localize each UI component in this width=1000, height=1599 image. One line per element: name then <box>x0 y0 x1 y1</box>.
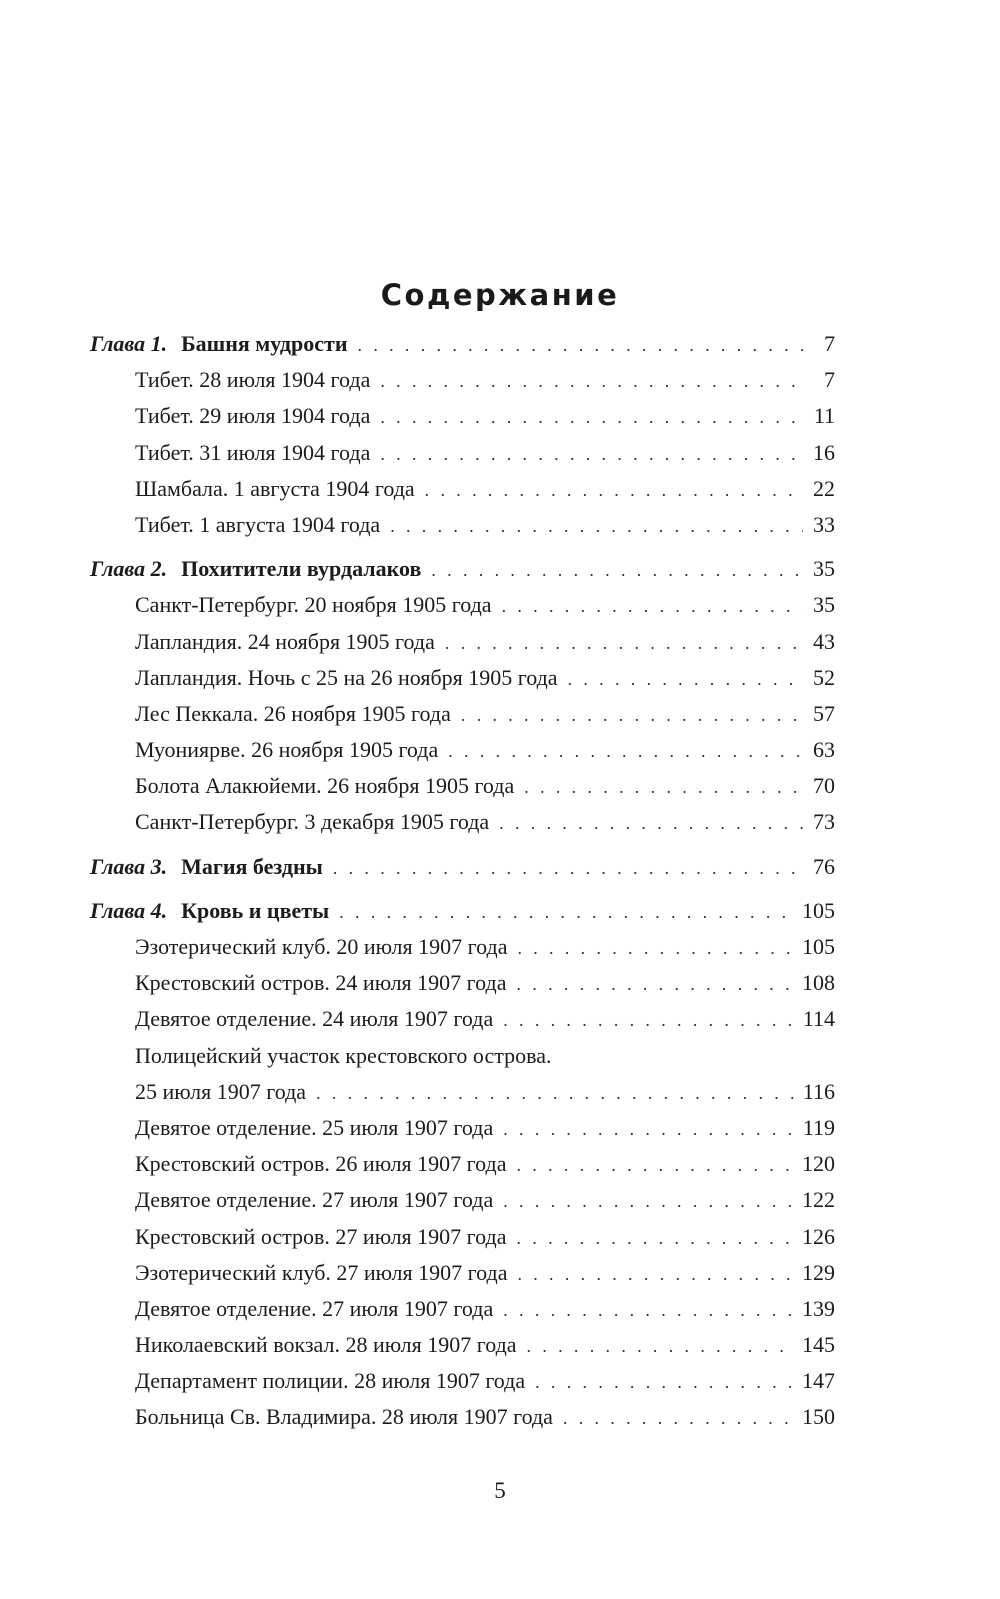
page-reference: 120 <box>802 1151 835 1177</box>
toc-section-row <box>90 768 835 804</box>
dot-leader <box>380 399 803 435</box>
section-title: 25 июля 1907 года <box>135 1078 307 1104</box>
section-title: Больница Св. Владимира. 28 июля 1907 года <box>135 1404 553 1430</box>
toc-section-row <box>90 435 835 471</box>
page-reference: 126 <box>802 1223 835 1249</box>
toc-section-row <box>90 660 835 696</box>
toc-section-row <box>90 507 835 543</box>
section-title: Тибет. 1 августа 1904 года <box>135 511 381 537</box>
section-title: Санкт-Петербург. 20 ноября 1905 года <box>135 592 492 618</box>
page-reference: 57 <box>813 700 835 726</box>
dot-leader <box>503 1292 794 1328</box>
chapter-label: Глава 1. <box>90 331 168 356</box>
toc-section-line <box>90 1038 835 1074</box>
section-title: Лапландия. 24 ноября 1905 года <box>135 628 435 654</box>
dot-leader <box>516 1147 794 1183</box>
toc-section-row <box>90 362 835 398</box>
toc-chapter-row <box>90 326 835 362</box>
page-reference: 7 <box>824 331 835 356</box>
dot-leader <box>358 327 803 363</box>
dot-leader <box>517 1256 794 1292</box>
chapter-label: Глава 4. <box>90 897 168 923</box>
section-title: Крестовский остров. 27 июля 1907 года <box>135 1223 507 1249</box>
page-reference: 147 <box>802 1368 835 1394</box>
section-title: Крестовский остров. 26 июля 1907 года <box>135 1151 507 1177</box>
dot-leader <box>524 769 803 805</box>
page-reference: 35 <box>813 556 835 582</box>
dot-leader <box>390 508 803 544</box>
chapter-title: Похитители вурдалаков <box>181 556 422 582</box>
dot-leader <box>445 625 803 661</box>
dot-leader <box>517 930 794 966</box>
section-title: Департамент полиции. 28 июля 1907 года <box>135 1368 526 1394</box>
page-reference: 43 <box>813 628 835 654</box>
chapter-title: Башня мудрости <box>181 331 348 356</box>
toc-chapter-row <box>90 849 835 885</box>
dot-leader <box>502 588 803 624</box>
toc-section-row <box>90 471 835 507</box>
dot-leader <box>563 1400 794 1436</box>
chapter-title: Кровь и цветы <box>181 897 330 923</box>
toc-section-row <box>90 1291 835 1327</box>
section-title: Шамбала. 1 августа 1904 года <box>135 475 415 501</box>
toc-section-row <box>90 1399 835 1435</box>
page-reference: 70 <box>813 773 835 799</box>
section-title: Девятое отделение. 24 июля 1907 года <box>135 1006 494 1032</box>
dot-leader <box>527 1328 794 1364</box>
page-reference: 150 <box>802 1404 835 1430</box>
toc-section-row <box>90 1327 835 1363</box>
section-title: Эзотерический клуб. 27 июля 1907 года <box>135 1259 508 1285</box>
page-reference: 7 <box>824 367 835 393</box>
page-reference: 114 <box>802 1006 835 1032</box>
toc-section-row <box>90 1363 835 1399</box>
page-reference: 33 <box>813 511 835 537</box>
toc-section-row <box>90 1146 835 1182</box>
page-reference: 105 <box>802 934 835 959</box>
toc-section-row <box>90 1182 835 1218</box>
section-title: Лес Пеккала. 26 ноября 1905 года <box>135 700 451 726</box>
page-reference: 108 <box>802 970 835 996</box>
toc-section-row <box>90 696 835 732</box>
page-reference: 139 <box>802 1295 835 1321</box>
toc-section-row <box>90 732 835 768</box>
dot-leader <box>425 472 803 508</box>
dot-leader <box>448 733 803 769</box>
page-reference: 35 <box>813 592 835 618</box>
section-title: Лапландия. Ночь с 25 на 26 ноября 1905 года <box>135 664 558 690</box>
page-reference: 16 <box>813 439 835 465</box>
dot-leader <box>535 1364 794 1400</box>
dot-leader <box>503 1002 795 1038</box>
section-title: Крестовский остров. 24 июля 1907 года <box>135 970 507 996</box>
dot-leader <box>503 1111 795 1147</box>
dot-leader <box>516 966 794 1002</box>
page-reference: 145 <box>802 1332 835 1358</box>
section-title: Девятое отделение. 27 июля 1907 года <box>135 1187 494 1213</box>
section-title: Муониярве. 26 ноября 1905 года <box>135 737 439 763</box>
dot-leader <box>333 850 803 886</box>
chapter-title: Магия бездны <box>181 853 323 879</box>
dot-leader <box>316 1075 795 1111</box>
page-reference: 76 <box>813 853 835 879</box>
section-title: Болота Алакюйеми. 26 ноября 1905 года <box>135 773 515 799</box>
toc-chapter-row <box>90 551 835 587</box>
page-reference: 73 <box>813 809 835 835</box>
dot-leader <box>568 661 803 697</box>
toc-section-row <box>90 587 835 623</box>
dot-leader <box>431 552 803 588</box>
chapter-label: Глава 3. <box>90 853 168 879</box>
dot-leader <box>461 697 803 733</box>
dot-leader <box>339 894 794 930</box>
section-title: Эзотерический клуб. 20 июля 1907 года <box>135 934 508 959</box>
dot-leader <box>503 1183 794 1219</box>
toc-section-row <box>90 804 835 840</box>
toc-section-row <box>90 965 835 1001</box>
section-title: Тибет. 31 июля 1904 года <box>135 439 371 465</box>
page-reference: 52 <box>813 664 835 690</box>
section-title: Тибет. 28 июля 1904 года <box>135 367 371 393</box>
dot-leader <box>516 1220 794 1256</box>
section-title: Николаевский вокзал. 28 июля 1907 года <box>135 1332 517 1358</box>
toc-section-row <box>90 1074 835 1110</box>
section-title: Девятое отделение. 27 июля 1907 года <box>135 1295 494 1321</box>
toc-section-row <box>90 1219 835 1255</box>
page-reference: 22 <box>813 475 835 501</box>
section-title: Санкт-Петербург. 3 декабря 1905 года <box>135 809 490 835</box>
page-reference: 63 <box>813 737 835 763</box>
page-number: 5 <box>494 1478 506 1503</box>
toc-section-row <box>90 398 835 434</box>
section-title: Девятое отделение. 25 июля 1907 года <box>135 1114 494 1140</box>
page-reference: 129 <box>802 1259 835 1285</box>
page-reference: 105 <box>802 897 835 923</box>
dot-leader <box>380 363 803 399</box>
page-reference: 122 <box>802 1187 835 1213</box>
toc-section-row <box>90 929 835 965</box>
section-title: Полицейский участок крестовского острова. <box>135 1042 552 1068</box>
chapter-label: Глава 2. <box>90 556 168 582</box>
toc-section-row <box>90 1110 835 1146</box>
page-reference: 116 <box>802 1078 835 1104</box>
section-title: Тибет. 29 июля 1904 года <box>135 403 371 429</box>
page-title: Содержание <box>380 278 620 312</box>
dot-leader <box>499 805 803 841</box>
toc-section-row <box>90 624 835 660</box>
page-reference: 119 <box>802 1114 835 1140</box>
toc-section-row <box>90 1255 835 1291</box>
page-reference: 11 <box>813 403 835 429</box>
dot-leader <box>380 436 803 472</box>
table-of-contents <box>90 326 835 1436</box>
toc-section-row <box>90 1001 835 1037</box>
toc-chapter-row <box>90 893 835 929</box>
